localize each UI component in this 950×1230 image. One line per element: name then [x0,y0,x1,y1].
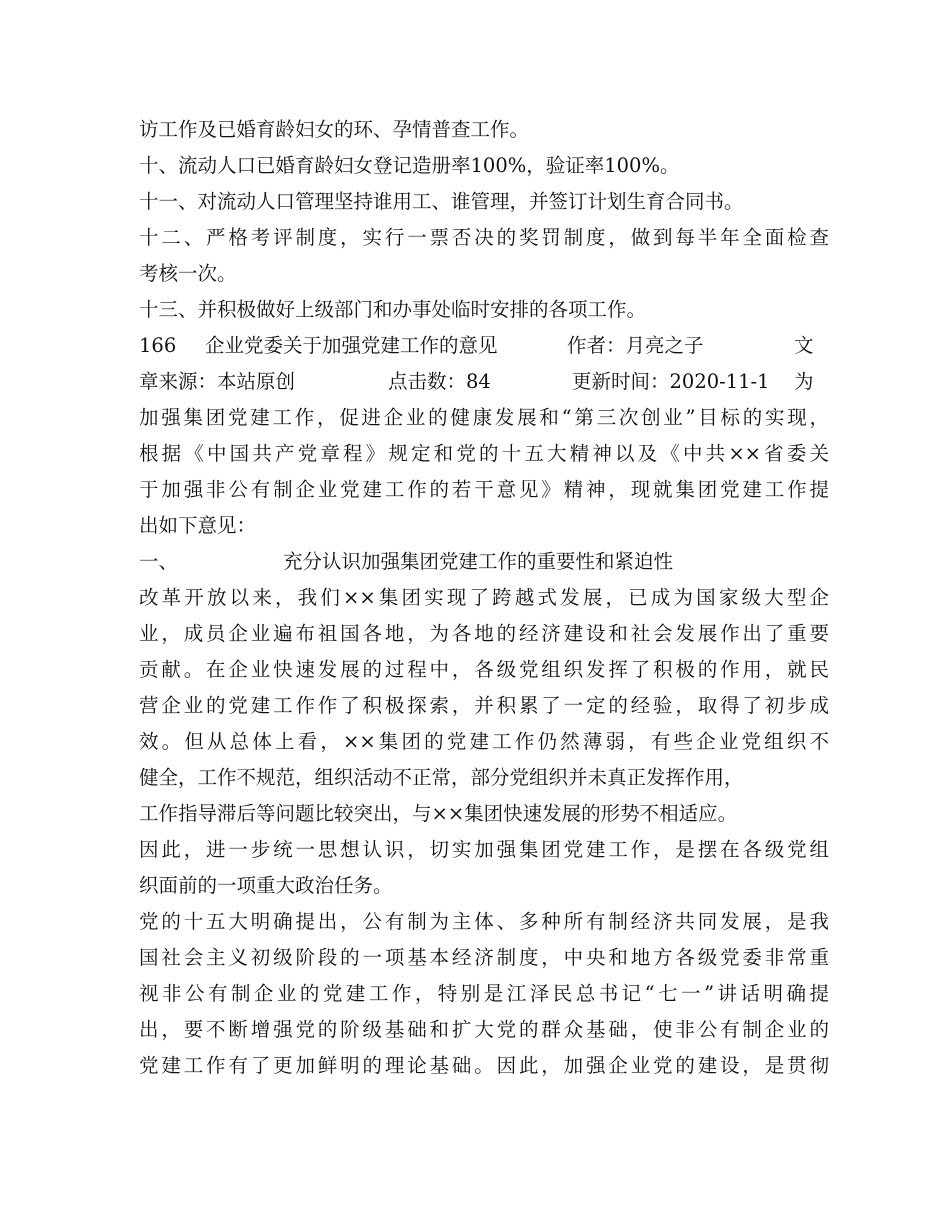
article-author: 作者：月亮之子 [567,334,704,357]
paragraph-line: 改革开放以来，我们××集团实现了跨越式发展，已成为国家级大型企 [139,586,829,609]
paragraph-line: 织面前的一项重大政治任务。 [139,874,393,897]
paragraph-line: 工作指导滞后等问题比较突出，与××集团快速发展的形势不相适应。 [139,802,738,825]
intro-line: 根据《中国共产党章程》规定和党的十五大精神以及《中共××省委关 [139,442,829,465]
section-heading [139,546,829,578]
text-line: 十三、并积极做好上级部门和办事处临时安排的各项工作。 [139,298,647,321]
article-updated: 更新时间：2020-11-1 [572,370,770,393]
paragraph-line: 健全，工作不规范，组织活动不正常，部分党组织并未真正发挥作用， [139,766,744,789]
paragraph-line: 贡献。在企业快速发展的过程中，各级党组织发挥了积极的作用，就民 [139,658,829,681]
paragraph-line: 业，成员企业遍布祖国各地，为各地的经济建设和社会发展作出了重要 [139,622,829,645]
paragraph-line: 党的十五大明确提出，公有制为主体、多种所有制经济共同发展，是我 [139,910,829,933]
article-source: 章来源：本站原创 [139,370,296,393]
intro-line: 出如下意见： [139,514,257,537]
text-line: 十二、严格考评制度，实行一票否决的奖罚制度，做到每半年全面检查 [139,226,829,249]
paragraph-line: 出，要不断增强党的阶级基础和扩大党的群众基础，使非公有制企业的 [139,1018,829,1041]
paragraph-line: 因此，进一步统一思想认识，切实加强集团党建工作，是摆在各级党组 [139,838,829,861]
article-header-fragment: 文 [794,334,814,357]
article-clicks: 点击数：84 [388,370,491,393]
paragraph-line: 营企业的党建工作作了积极探索，并积累了一定的经验，取得了初步成 [139,694,829,717]
paragraph-line: 视非公有制企业的党建工作，特别是江泽民总书记“七一”讲话明确提 [139,982,829,1005]
paragraph-line: 党建工作有了更加鲜明的理论基础。因此，加强企业党的建设，是贯彻 [139,1054,829,1077]
text-line: 十一、对流动人口管理坚持谁用工、谁管理，并签订计划生育合同书。 [139,190,744,213]
section-title: 充分认识加强集团党建工作的重要性和紧迫性 [283,550,674,573]
intro-line: 加强集团党建工作，促进企业的健康发展和“第三次创业”目标的实现， [139,406,829,429]
paragraph-line: 国社会主义初级阶段的一项基本经济制度，中央和地方各级党委非常重 [139,946,829,969]
article-meta-line [139,366,829,398]
paragraph-line: 效。但从总体上看，××集团的党建工作仍然薄弱，有些企业党组织不 [139,730,829,753]
article-number: 166 [139,334,177,357]
article-meta-fragment: 为 [794,370,814,393]
text-line: 考核一次。 [139,262,237,285]
article-header-line [139,330,829,362]
section-number: 一、 [139,550,179,573]
article-title: 企业党委关于加强党建工作的意见 [205,334,498,357]
intro-line: 于加强非公有制企业党建工作的若干意见》精神，现就集团党建工作提 [139,478,829,501]
text-line: 访工作及已婚育龄妇女的环、孕情普查工作。 [139,118,530,141]
text-line: 十、流动人口已婚育龄妇女登记造册率100%，验证率100%。 [139,154,680,177]
